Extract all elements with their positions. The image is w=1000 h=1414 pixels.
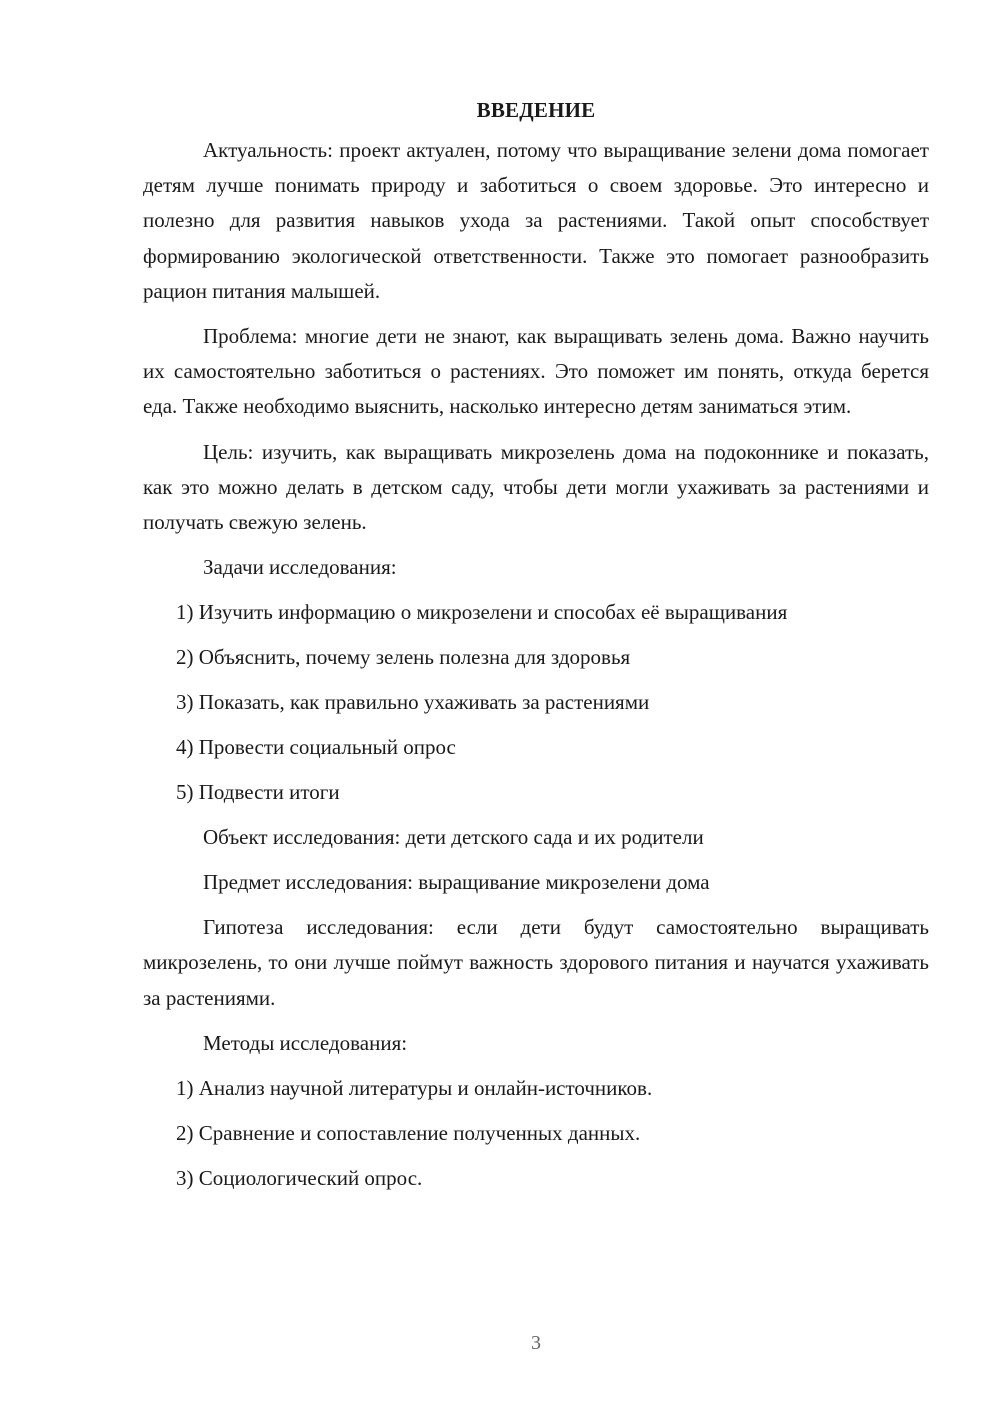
method-item-3: 3) Социологический опрос.	[176, 1165, 423, 1190]
task-item-5: 5) Подвести итоги	[176, 780, 340, 805]
problem-paragraph: Проблема: многие дети не знают, как выращивать зелень дома. Важно научить их самостоятельно заботиться о растениях. Это поможет им понять, откуда берется еда. Также необходимо выяснить, насколько интересно детям заниматься этим.	[143, 324, 929, 419]
research-object: Объект исследования: дети детского сада и их родители	[203, 825, 704, 850]
research-subject: Предмет исследования: выращивание микрозелени дома	[203, 870, 710, 895]
section-title: ВВЕДЕНИЕ	[476, 98, 596, 122]
task-item-4: 4) Провести социальный опрос	[176, 735, 456, 760]
task-item-3: 3) Показать, как правильно ухаживать за растениями	[176, 690, 650, 715]
goal-paragraph: Цель: изучить, как выращивать микрозелень дома на подоконнике и показать, как это можно делать в детском саду, чтобы дети могли ухаживать за растениями и получать свежую зелень.	[143, 439, 929, 535]
document-page	[143, 93, 929, 1206]
method-item-1: 1) Анализ научной литературы и онлайн-источников.	[176, 1075, 653, 1100]
method-item-2: 2) Сравнение и сопоставление полученных данных.	[176, 1120, 641, 1145]
hypothesis-paragraph: Гипотеза исследования: если дети будут самостоятельно выращивать микрозелень, то они лучше поймут важность здорового питания и научатся ухаживать за растениями.	[143, 915, 929, 1010]
methods-heading: Методы исследования:	[203, 1030, 408, 1055]
task-item-1: 1) Изучить информацию о микрозелени и способах её выращивания	[176, 600, 788, 625]
task-item-2: 2) Объяснить, почему зелень полезна для здоровья	[176, 645, 631, 670]
tasks-heading: Задачи исследования:	[203, 555, 397, 580]
page-number: 3	[531, 1332, 541, 1354]
relevance-paragraph: Актуальность: проект актуален, потому что выращивание зелени дома помогает детям лучше понимать природу и заботиться о своем здоровье. Это интересно и полезно для развития навыков ухода за растениями. Такой опыт способствует формированию экологической ответственности. Также это помогает разнообразить рацион питания малышей.	[143, 138, 929, 303]
